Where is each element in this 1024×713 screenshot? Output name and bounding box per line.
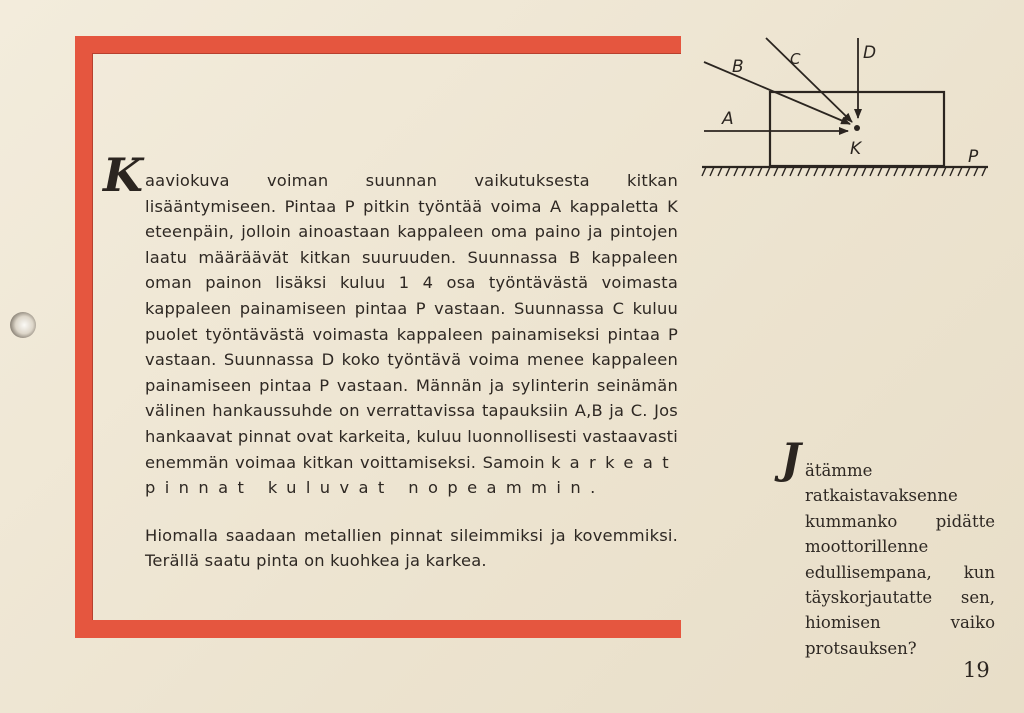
ground-hatching <box>702 167 986 176</box>
side-dropcap: J <box>781 434 801 483</box>
label-b: B <box>732 57 744 77</box>
page-number: 19 <box>963 658 990 682</box>
paragraph-1-spaced-text: karkeat pinnat kuluvat nopeammin. <box>145 452 678 498</box>
label-k: K <box>850 139 862 159</box>
point-k <box>854 125 860 131</box>
frame-bottom-bar <box>75 620 681 638</box>
main-text-block <box>145 168 678 574</box>
label-a: A <box>722 109 734 129</box>
paragraph-1-text: aaviokuva voiman suunnan vaikutuksesta kitkan lisääntymiseen. Pintaa P pitkin työntää voima A kappaletta K eteenpäin, jolloin ainoastaan kappaleen oma paino ja pintojen laatu määräävät kitkan suuruuden. Suunnassa B kappaleen oman painon lisäksi kuluu 1 4 osa työntävästä voimasta kappaleen painamiseen pintaa P vastaan. Suunnassa C kuluu puolet työntävästä voimasta kappaleen painamiseksi pintaa P vastaan. Suunnassa D koko työntävä voima menee kappaleen painamiseen pintaa P vastaan. Männän ja sylinterin seinämän välinen hankaussuhde on verrattavissa tapauksiin A,B ja C. Jos hankaavat pinnat ovat karkeita, kuluu luonnollisesti vastaavasti enemmän voimaa kitkan voittamiseksi. Samoin <box>145 171 678 472</box>
side-question-text: ätämme ratkaistavaksenne kummanko pidätte moottorillenne edullisempana, kun täyskorjautatte sen, hiomisen vaiko protsauksen? <box>805 461 995 658</box>
binding-hole <box>10 312 36 338</box>
frame-top-bar <box>75 36 681 53</box>
paragraph-2: Hiomalla saadaan metallien pinnat sileimmiksi ja kovemmiksi. Terällä saatu pinta on kuohkea ja karkea. <box>145 525 678 571</box>
label-p: P <box>968 147 979 167</box>
main-dropcap: K <box>103 148 143 202</box>
arrow-c <box>766 38 852 122</box>
label-c: C <box>790 50 801 68</box>
friction-diagram <box>700 30 1000 185</box>
label-d: D <box>863 43 877 63</box>
frame-left-bar <box>75 36 92 638</box>
paragraph-1 <box>145 168 678 501</box>
